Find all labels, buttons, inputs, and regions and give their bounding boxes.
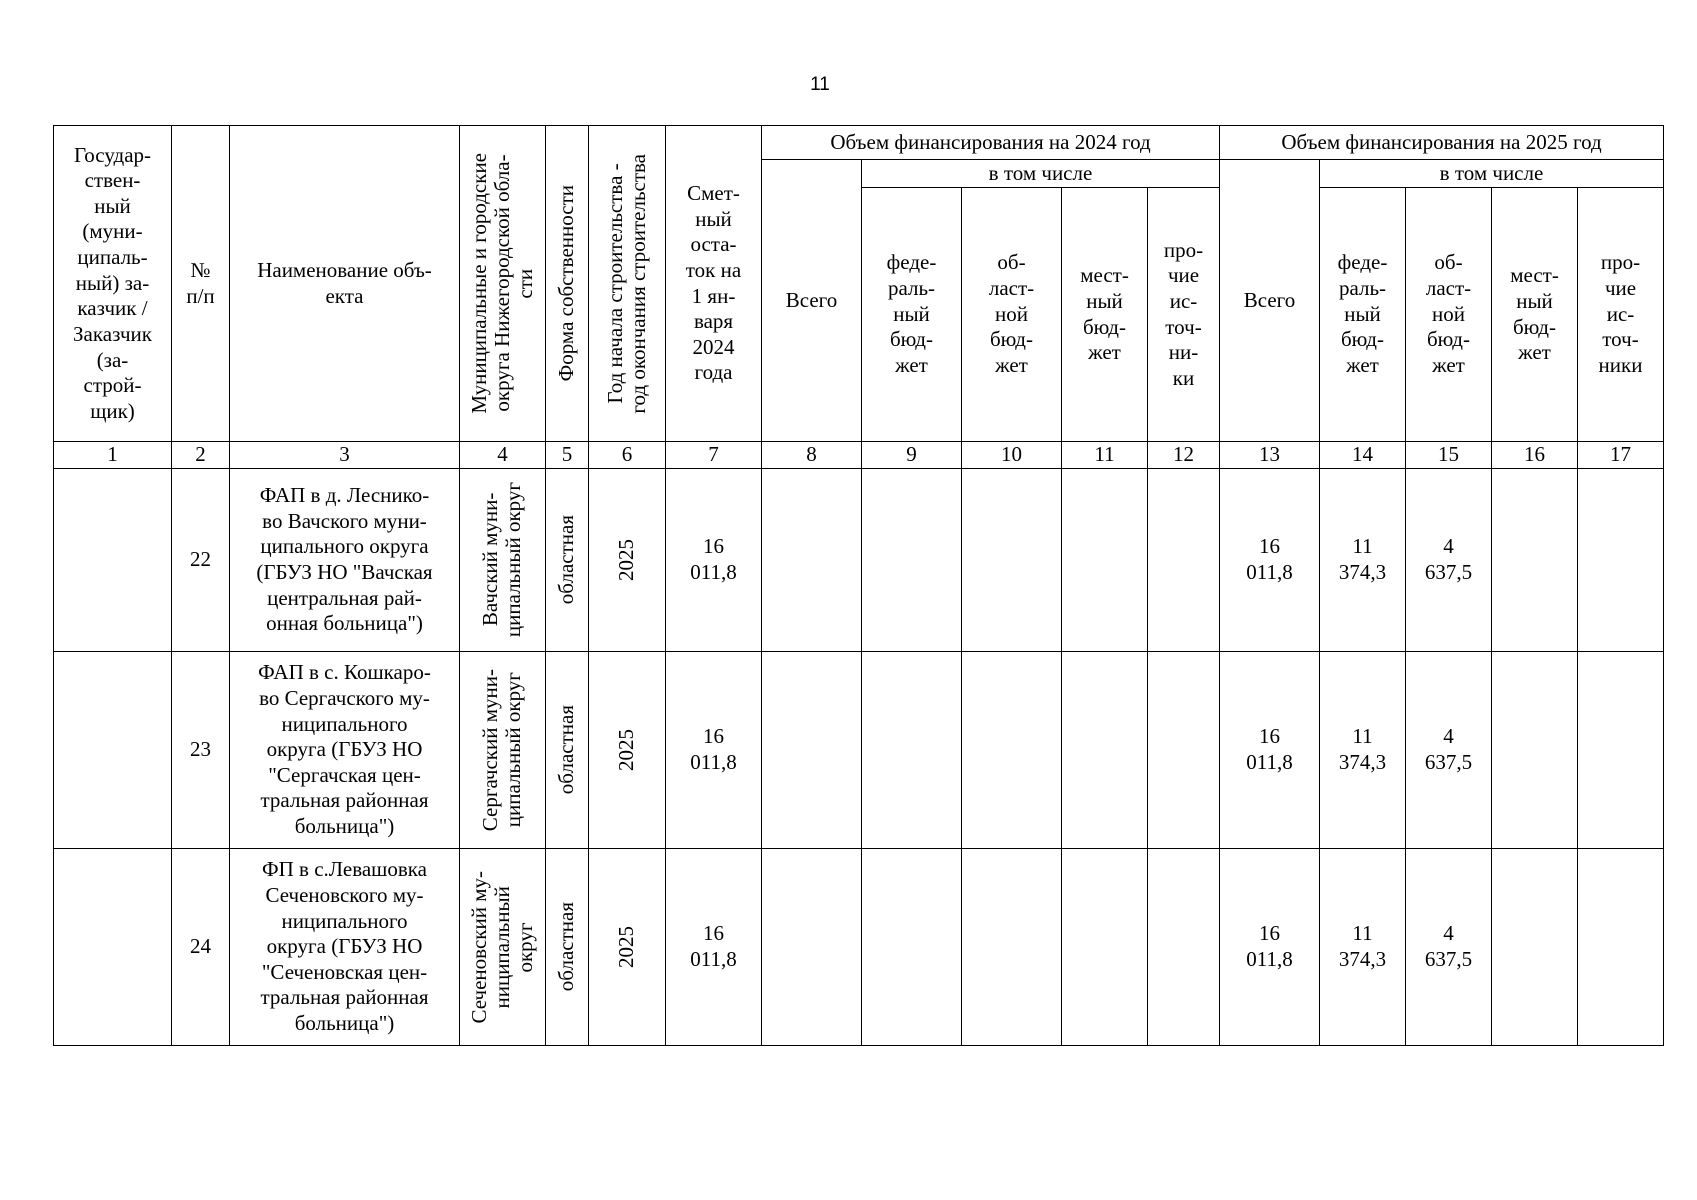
cell-other-2024	[1148, 849, 1220, 1046]
cell-years	[589, 469, 666, 652]
column-number: 16	[1492, 442, 1578, 469]
cell-local-2025	[1492, 652, 1578, 849]
header-regional-2025: об- ласт- ной бюд- жет	[1406, 188, 1492, 442]
header-federal-2025: феде- раль- ный бюд- жет	[1320, 188, 1406, 442]
column-number: 6	[589, 442, 666, 469]
cell-other-2024	[1148, 469, 1220, 652]
cell-other-2025	[1578, 849, 1664, 1046]
cell-years	[589, 652, 666, 849]
column-number: 8	[762, 442, 862, 469]
cell-federal-2025: 11 374,3	[1320, 849, 1406, 1046]
column-number-row	[54, 442, 1664, 469]
table-row	[54, 652, 1664, 849]
header-remaining: Смет- ный оста- ток на 1 ян- варя 2024 года	[666, 126, 762, 442]
cell-customer	[54, 469, 172, 652]
cell-federal-2024	[862, 849, 962, 1046]
cell-regional-2024	[962, 469, 1062, 652]
header-total-2024: Всего	[762, 160, 862, 442]
cell-federal-2025: 11 374,3	[1320, 652, 1406, 849]
cell-total-2024	[762, 469, 862, 652]
cell-total-2025: 16 011,8	[1220, 469, 1320, 652]
cell-other-2025	[1578, 652, 1664, 849]
municipality-text: Сеченовский му- ниципальный округ	[466, 870, 538, 1024]
header-ownership-cell	[546, 126, 589, 442]
header-years-cell	[589, 126, 666, 442]
column-number: 13	[1220, 442, 1320, 469]
header-regional-2024: об- ласт- ной бюд- жет	[962, 188, 1062, 442]
cell-total-2025: 16 011,8	[1220, 849, 1320, 1046]
column-number: 5	[546, 442, 589, 469]
ownership-text: областная	[554, 515, 579, 605]
column-number: 3	[230, 442, 460, 469]
cell-remaining: 16 011,8	[666, 652, 762, 849]
header-financing-2025: Объем финансирования на 2025 год	[1220, 126, 1664, 160]
header-other-2025: про- чие ис- точ- ники	[1578, 188, 1664, 442]
years-text: 2025	[614, 729, 639, 771]
column-number: 12	[1148, 442, 1220, 469]
header-other-2024: про- чие ис- точ- ни- ки	[1148, 188, 1220, 442]
years-text: 2025	[614, 539, 639, 581]
ownership-text: областная	[554, 902, 579, 992]
column-number: 2	[172, 442, 230, 469]
column-number: 9	[862, 442, 962, 469]
cell-local-2025	[1492, 469, 1578, 652]
table-row	[54, 849, 1664, 1046]
cell-other-2025	[1578, 469, 1664, 652]
cell-local-2024	[1062, 469, 1148, 652]
cell-number: 23	[172, 652, 230, 849]
cell-total-2024	[762, 849, 862, 1046]
column-number: 1	[54, 442, 172, 469]
header-row-1	[54, 126, 1664, 160]
cell-local-2024	[1062, 652, 1148, 849]
cell-years	[589, 849, 666, 1046]
header-ownership: Форма собственности	[554, 185, 579, 382]
cell-remaining: 16 011,8	[666, 849, 762, 1046]
municipality-text: Вачский муни- ципальный округ	[478, 482, 526, 638]
cell-municipality	[460, 652, 546, 849]
column-number: 7	[666, 442, 762, 469]
header-total-2025: Всего	[1220, 160, 1320, 442]
column-number: 14	[1320, 442, 1406, 469]
cell-customer	[54, 849, 172, 1046]
header-financing-2024: Объем финансирования на 2024 год	[762, 126, 1220, 160]
cell-regional-2025: 4 637,5	[1406, 652, 1492, 849]
cell-ownership	[546, 652, 589, 849]
cell-regional-2024	[962, 849, 1062, 1046]
header-including-2025: в том числе	[1320, 160, 1664, 188]
construction-financing-table	[53, 125, 1664, 1046]
header-local-2024: мест- ный бюд- жет	[1062, 188, 1148, 442]
cell-federal-2024	[862, 469, 962, 652]
cell-total-2024	[762, 652, 862, 849]
header-years: Год начала строительства - год окончания строительства	[602, 153, 650, 414]
header-object-name: Наименование объ- екта	[230, 126, 460, 442]
header-customer: Государ- ствен- ный (муни- ципаль- ный) за- казчик / Заказчик (за- строй- щик)	[54, 126, 172, 442]
column-number: 4	[460, 442, 546, 469]
cell-local-2024	[1062, 849, 1148, 1046]
municipality-text: Сергачский муни- ципальный округ	[478, 668, 526, 832]
cell-municipality	[460, 849, 546, 1046]
cell-object-name: ФАП в с. Кошкаро- во Сергачского му- ниципального округа (ГБУЗ НО "Сергачская цен- тральная районная больница")	[230, 652, 460, 849]
cell-municipality	[460, 469, 546, 652]
cell-regional-2025: 4 637,5	[1406, 849, 1492, 1046]
header-municipality-cell	[460, 126, 546, 442]
header-number: № п/п	[172, 126, 230, 442]
table-row	[54, 469, 1664, 652]
cell-federal-2025: 11 374,3	[1320, 469, 1406, 652]
column-number: 10	[962, 442, 1062, 469]
cell-regional-2025: 4 637,5	[1406, 469, 1492, 652]
cell-other-2024	[1148, 652, 1220, 849]
page-number: 11	[810, 74, 830, 95]
header-including-2024: в том числе	[862, 160, 1220, 188]
header-federal-2024: феде- раль- ный бюд- жет	[862, 188, 962, 442]
cell-federal-2024	[862, 652, 962, 849]
cell-ownership	[546, 849, 589, 1046]
column-number: 17	[1578, 442, 1664, 469]
column-number: 15	[1406, 442, 1492, 469]
cell-number: 22	[172, 469, 230, 652]
cell-remaining: 16 011,8	[666, 469, 762, 652]
ownership-text: областная	[554, 705, 579, 795]
cell-local-2025	[1492, 849, 1578, 1046]
cell-object-name: ФП в с.Левашовка Сеченовского му- ниципального округа (ГБУЗ НО "Сеченовская цен- тральная районная больница")	[230, 849, 460, 1046]
header-municipality: Муниципальные и городские округа Нижегородской обла- сти	[466, 153, 538, 414]
cell-regional-2024	[962, 652, 1062, 849]
cell-ownership	[546, 469, 589, 652]
cell-customer	[54, 652, 172, 849]
cell-total-2025: 16 011,8	[1220, 652, 1320, 849]
years-text: 2025	[614, 926, 639, 968]
column-number: 11	[1062, 442, 1148, 469]
header-local-2025: мест- ный бюд- жет	[1492, 188, 1578, 442]
cell-object-name: ФАП в д. Леснико- во Вачского муни- ципального округа (ГБУЗ НО "Вачская центральная рай- онная больница")	[230, 469, 460, 652]
cell-number: 24	[172, 849, 230, 1046]
